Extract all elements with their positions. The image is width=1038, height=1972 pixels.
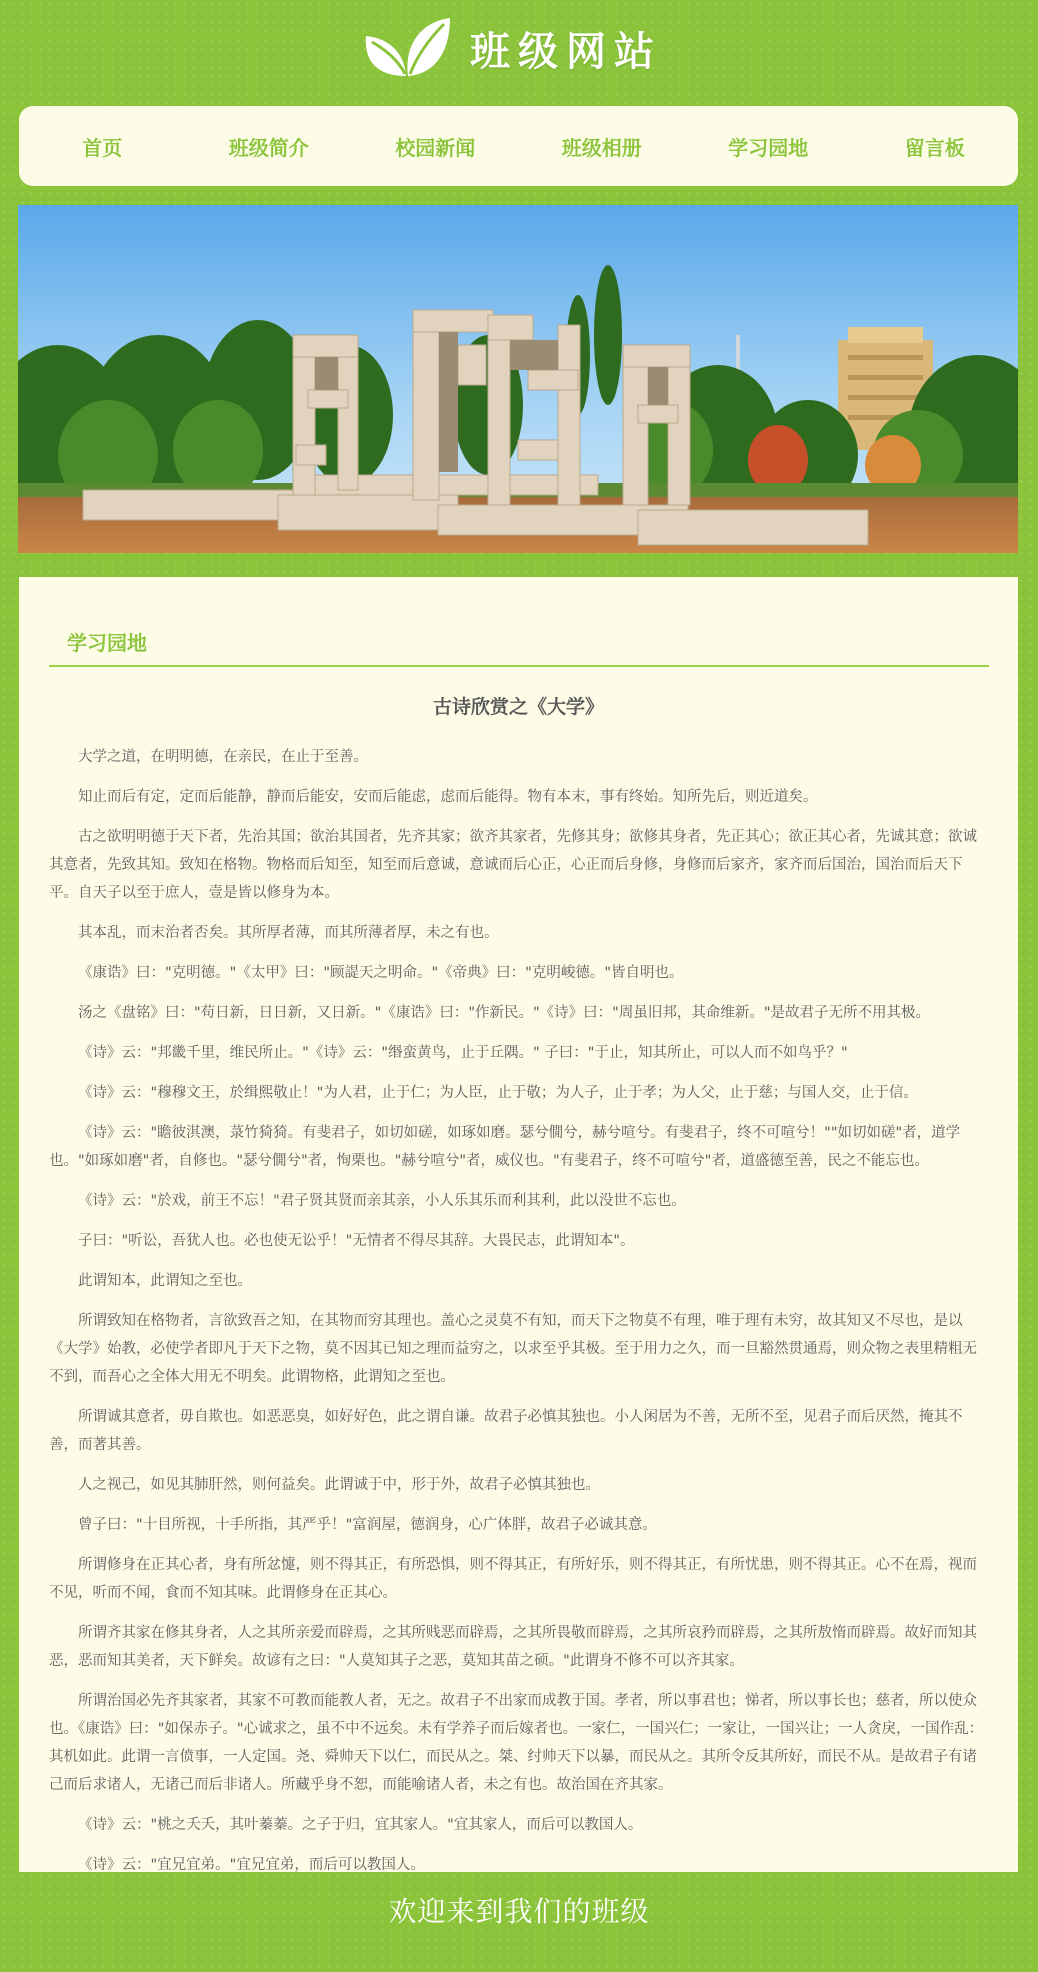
site-title: 班级网站 [470, 28, 662, 75]
article-paragraph: 《诗》云："穆穆文王，於缉熙敬止！"为人君，止于仁；为人臣，止于敬；为人子，止于孝；为人父，止于慈；与国人交，止于信。 [78, 1085, 918, 1101]
footer-welcome: 欢迎来到我们的班级 [388, 1895, 650, 1928]
site-logo[interactable] [360, 8, 662, 88]
nav-item-home[interactable]: 首页 [82, 135, 123, 160]
article-paragraph: 曾子曰："十目所视，十手所指，其严乎！"富润屋，德润身，心广体胖，故君子必诚其意。 [78, 1517, 657, 1533]
leaf-icon [360, 16, 452, 80]
article-paragraph: 知止而后有定，定而后能静，静而后能安，安而后能虑，虑而后能得。物有本末，事有终始。知所先后，则近道矣。 [78, 789, 818, 805]
nav-item-study-garden[interactable]: 学习园地 [728, 135, 809, 160]
article-paragraph: 所谓致知在格物者，言欲致吾之知，在其物而穷其理也。盖心之灵莫不有知，而天下之物莫不有理，唯于理有未穷，故其知又不尽也，是以《大学》始教，必使学者即凡于天下之物，莫不因其已知之理而益穷之，以求至乎其极。至于用力之久，而一旦豁然贯通焉，则众物之表里精粗无不到，而吾心之全体大用无不明矣。此谓物格，此谓知之至也。 [49, 1313, 977, 1385]
section-divider [49, 665, 989, 667]
article-paragraph: 《诗》云："邦畿千里，维民所止。"《诗》云："缗蛮黄鸟，止于丘隅。" 子曰："于止，知其所止，可以人而不如鸟乎？" [78, 1045, 848, 1061]
nav-item-campus-news[interactable]: 校园新闻 [395, 135, 476, 160]
nav-item-guestbook[interactable]: 留言板 [904, 135, 965, 160]
section-title: 学习园地 [67, 631, 147, 655]
site-header [0, 0, 1038, 100]
article-paragraph: 《诗》云："瞻彼淇澳，菉竹猗猗。有斐君子，如切如磋，如琢如磨。瑟兮僩兮，赫兮喧兮。有斐君子，终不可喧兮！""如切如磋"者，道学也。"如琢如磨"者，自修也。"瑟兮僩兮"者，恂栗也。"赫兮喧兮"者，威仪也。"有斐君子，终不可喧兮"者，道盛德至善，民之不能忘也。 [49, 1125, 961, 1169]
article-paragraph: 《诗》云："桃之夭夭，其叶蓁蓁。之子于归，宜其家人。"宜其家人，而后可以教国人。 [78, 1817, 643, 1833]
article-paragraph: 大学之道，在明明德，在亲民，在止于至善。 [78, 749, 368, 765]
article-paragraph: 《诗》云："於戏，前王不忘！"君子贤其贤而亲其亲，小人乐其乐而利其利，此以没世不忘也。 [78, 1193, 686, 1209]
article-title: 古诗欣赏之《大学》 [432, 696, 604, 718]
article-paragraph: 人之视己，如见其肺肝然，则何益矣。此谓诚于中，形于外，故君子必慎其独也。 [78, 1477, 600, 1493]
article-body [49, 743, 989, 1891]
article-paragraph: 此谓知本，此谓知之至也。 [78, 1273, 252, 1289]
article-paragraph: 古之欲明明德于天下者，先治其国；欲治其国者，先齐其家；欲齐其家者，先修其身；欲修其身者，先正其心；欲正其心者，先诚其意；欲诚其意者，先致其知。致知在格物。物格而后知至，知至而后意诚，意诚而后心正，心正而后身修，身修而后家齐，家齐而后国治，国治而后天下平。自天子以至于庶人，壹是皆以修身为本。 [49, 829, 977, 901]
article-paragraph: 《康诰》曰："克明德。"《太甲》曰："顾諟天之明命。"《帝典》曰："克明峻德。"皆自明也。 [78, 965, 684, 981]
article-paragraph: 汤之《盘铭》曰："苟日新，日日新，又日新。"《康诰》曰："作新民。"《诗》曰："周虽旧邦，其命维新。"是故君子无所不用其极。 [78, 1005, 931, 1021]
article-paragraph: 所谓诚其意者，毋自欺也。如恶恶臭，如好好色，此之谓自谦。故君子必慎其独也。小人闲居为不善，无所不至，见君子而后厌然，掩其不善，而著其善。 [49, 1409, 963, 1453]
nav-item-class-album[interactable]: 班级相册 [561, 135, 642, 160]
content-panel [19, 577, 1018, 1872]
article-paragraph: 子曰："听讼，吾犹人也。必也使无讼乎！"无情者不得尽其辞。大畏民志，此谓知本"。 [78, 1233, 635, 1249]
main-nav [19, 106, 1018, 186]
nav-item-class-intro[interactable]: 班级简介 [228, 135, 309, 160]
article-paragraph: 所谓齐其家在修其身者，人之其所亲爱而辟焉，之其所贱恶而辟焉，之其所畏敬而辟焉，之其所哀矜而辟焉，之其所敖惰而辟焉。故好而知其恶，恶而知其美者，天下鲜矣。故谚有之曰："人莫知其子之恶，莫知其苗之硕。"此谓身不修不可以齐其家。 [49, 1625, 977, 1669]
banner-image [18, 205, 1018, 553]
article-paragraph: 所谓治国必先齐其家者，其家不可教而能教人者，无之。故君子不出家而成教于国。孝者，所以事君也；悌者，所以事长也；慈者，所以使众也。《康诰》曰："如保赤子。"心诚求之，虽不中不远矣。未有学养子而后嫁者也。一家仁，一国兴仁；一家让，一国兴让；一人贪戾，一国作乱：其机如此。此谓一言偾事，一人定国。尧、舜帅天下以仁，而民从之。桀、纣帅天下以暴，而民从之。其所令反其所好，而民不从。是故君子有诸己而后求诸人，无诸己而后非诸人。所藏乎身不恕，而能喻诸人者，未之有也。故治国在齐其家。 [49, 1693, 984, 1793]
campus-sculpture-photo [18, 205, 1018, 553]
article-paragraph: 《诗》云："宜兄宜弟。"宜兄宜弟，而后可以教国人。 [78, 1857, 425, 1873]
article-paragraph: 其本乱，而末治者否矣。其所厚者薄，而其所薄者厚，未之有也。 [78, 925, 499, 941]
article-paragraph: 所谓修身在正其心者，身有所忿懥，则不得其正，有所恐惧，则不得其正，有所好乐，则不得其正，有所忧患，则不得其正。心不在焉，视而不见，听而不闻，食而不知其味。此谓修身在正其心。 [49, 1557, 977, 1601]
